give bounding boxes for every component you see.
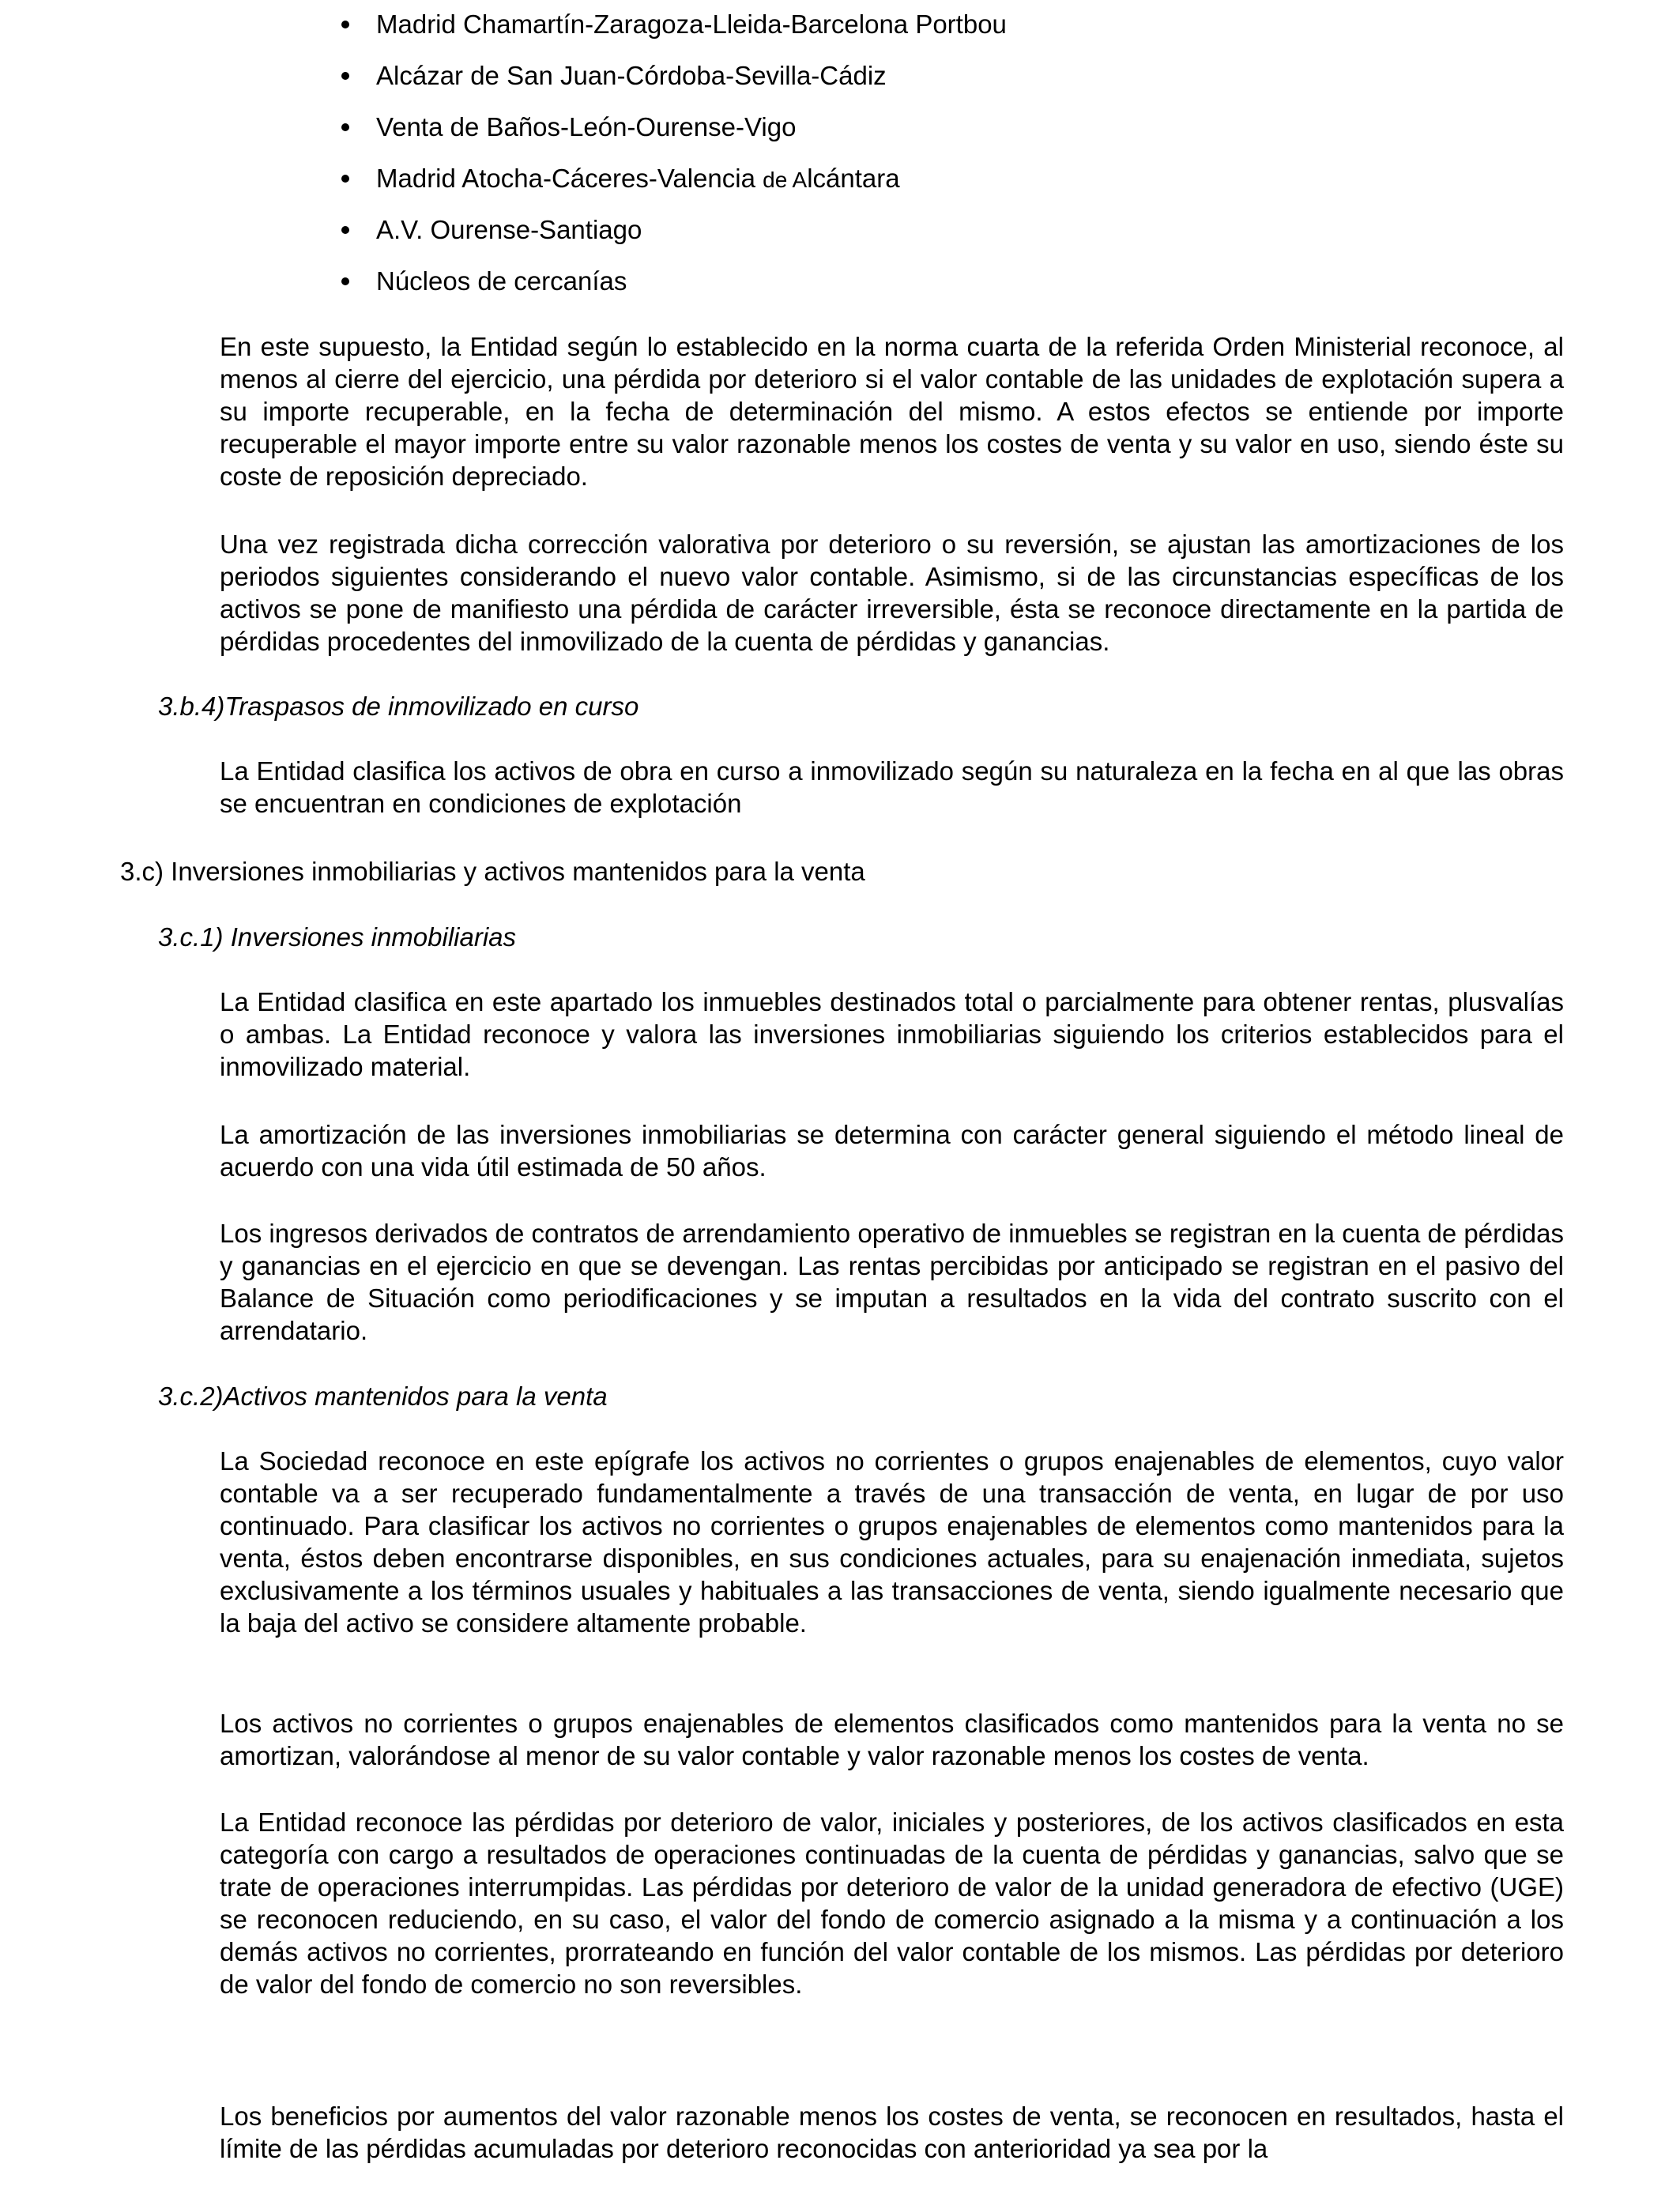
bullet-dot-icon: [341, 21, 349, 28]
list-item-text: Madrid Chamartín-Zaragoza-Lleida-Barcelona Portbou: [376, 9, 1007, 39]
paragraph-reconocimiento: La Sociedad reconoce en este epígrafe los activos no corrientes o grupos enajenables de elementos, cuyo valor contable va a ser recuperado fundamentalmente a través de una transacción de venta, en lugar de por uso continuado. Para clasificar los activos no corrientes o grupos enajenables de elementos como mantenidos para la venta, éstos deben encontrarse disponibles, en sus condiciones actuales, para su enajenación inmediata, sujetos exclusivamente a los términos usuales y habituales a las transacciones de venta, siendo igualmente necesario que la baja del activo se considere altamente probable.: [220, 1446, 1564, 1638]
bullet-dot-icon: [341, 277, 349, 285]
paragraph-deterioro: En este supuesto, la Entidad según lo establecido en la norma cuarta de la referida Orden Ministerial reconoce, al menos al cierre del ejercicio, una pérdida por deterioro si el valor contable de las unidades de explotación supera a su importe recuperable, en la fecha de determinación del mismo. A estos efectos se entiende por importe recuperable el mayor importe entre su valor razonable menos los costes de venta y su valor en uso, siendo éste su coste de reposición depreciado.: [220, 332, 1564, 491]
list-item: [0, 265, 1007, 297]
subheading-inversiones-inmobiliarias: 3.c.1) Inversiones inmobiliarias: [158, 922, 517, 952]
paragraph-valoracion: Los activos no corrientes o grupos enajenables de elementos clasificados como mantenidos para la venta no se amortizan, valorándose al menor de su valor contable y valor razonable menos los costes de venta.: [220, 1709, 1564, 1770]
paragraph-amortizacion: La amortización de las inversiones inmobiliarias se determina con carácter general siguiendo el método lineal de acuerdo con una vida útil estimada de 50 años.: [220, 1120, 1564, 1182]
list-item: [0, 111, 1007, 143]
list-item: [0, 8, 1007, 40]
list-item-text-small: de A: [763, 168, 808, 192]
paragraph-obra-en-curso: La Entidad clasifica los activos de obra en curso a inmovilizado según su naturaleza en la fecha en al que las obras se encuentran en condiciones de explotación: [220, 756, 1564, 818]
list-item-text: A.V. Ourense-Santiago: [376, 215, 642, 244]
list-item-text-tail: lcántara: [807, 164, 900, 193]
bullet-dot-icon: [341, 72, 349, 80]
paragraph-perdidas: La Entidad reconoce las pérdidas por deterioro de valor, iniciales y posteriores, de los activos clasificados en esta categoría con cargo a resultados de operaciones continuadas de la cuenta de pérdidas y ganancias, salvo que se trate de operaciones interrumpidas. Las pérdidas por deterioro de valor de la unidad generadora de efectivo (UGE) se reconocen reduciendo, en su caso, el valor del fondo de comercio asignado a la misma y a continuación a los demás activos no corrientes, prorrateando en función del valor contable de los mismos. Las pérdidas por deterioro de valor del fondo de comercio no son reversibles.: [220, 1808, 1564, 1999]
bullet-dot-icon: [341, 175, 349, 183]
list-item-text: Venta de Baños-León-Ourense-Vigo: [376, 112, 797, 141]
bullet-dot-icon: [341, 226, 349, 234]
section-heading-inversiones: 3.c) Inversiones inmobiliarias y activos mantenidos para la venta: [120, 857, 865, 886]
list-item: [0, 213, 1007, 246]
subheading-traspasos: 3.b.4)Traspasos de inmovilizado en curso: [158, 692, 639, 721]
list-item-text: Alcázar de San Juan-Córdoba-Sevilla-Cádiz: [376, 61, 887, 90]
subheading-activos-venta: 3.c.2)Activos mantenidos para la venta: [158, 1382, 608, 1411]
list-item: [0, 162, 1007, 194]
paragraph-clasificacion: La Entidad clasifica en este apartado los inmuebles destinados total o parcialmente para obtener rentas, plusvalías o ambas. La Entidad reconoce y valora las inversiones inmobiliarias siguiendo los criterios establecidos para el inmovilizado material.: [220, 987, 1564, 1081]
paragraph-beneficios: Los beneficios por aumentos del valor razonable menos los costes de venta, se reconocen en resultados, hasta el límite de las pérdidas acumuladas por deterioro reconocidas con anterioridad ya sea por la: [220, 2102, 1564, 2163]
bullet-dot-icon: [341, 123, 349, 131]
paragraph-reversion: Una vez registrada dicha corrección valorativa por deterioro o su reversión, se ajustan las amortizaciones de los periodos siguientes considerando el nuevo valor contable. Asimismo, si de las circunstancias específicas de los activos se pone de manifiesto una pérdida de carácter irreversible, ésta se reconoce directamente en la partida de pérdidas procedentes del inmovilizado de la cuenta de pérdidas y ganancias.: [220, 530, 1564, 656]
bullet-list-lines: [0, 8, 1007, 316]
paragraph-ingresos: Los ingresos derivados de contratos de arrendamiento operativo de inmuebles se registran en la cuenta de pérdidas y ganancias en el ejercicio en que se devengan. Las rentas percibidas por anticipado se registran en el pasivo del Balance de Situación como periodificaciones y se imputan a resultados en la vida del contrato suscrito con el arrendatario.: [220, 1219, 1564, 1345]
list-item-text: Núcleos de cercanías: [376, 266, 627, 296]
list-item-text: Madrid Atocha-Cáceres-Valencia: [376, 164, 763, 193]
list-item: [0, 59, 1007, 92]
